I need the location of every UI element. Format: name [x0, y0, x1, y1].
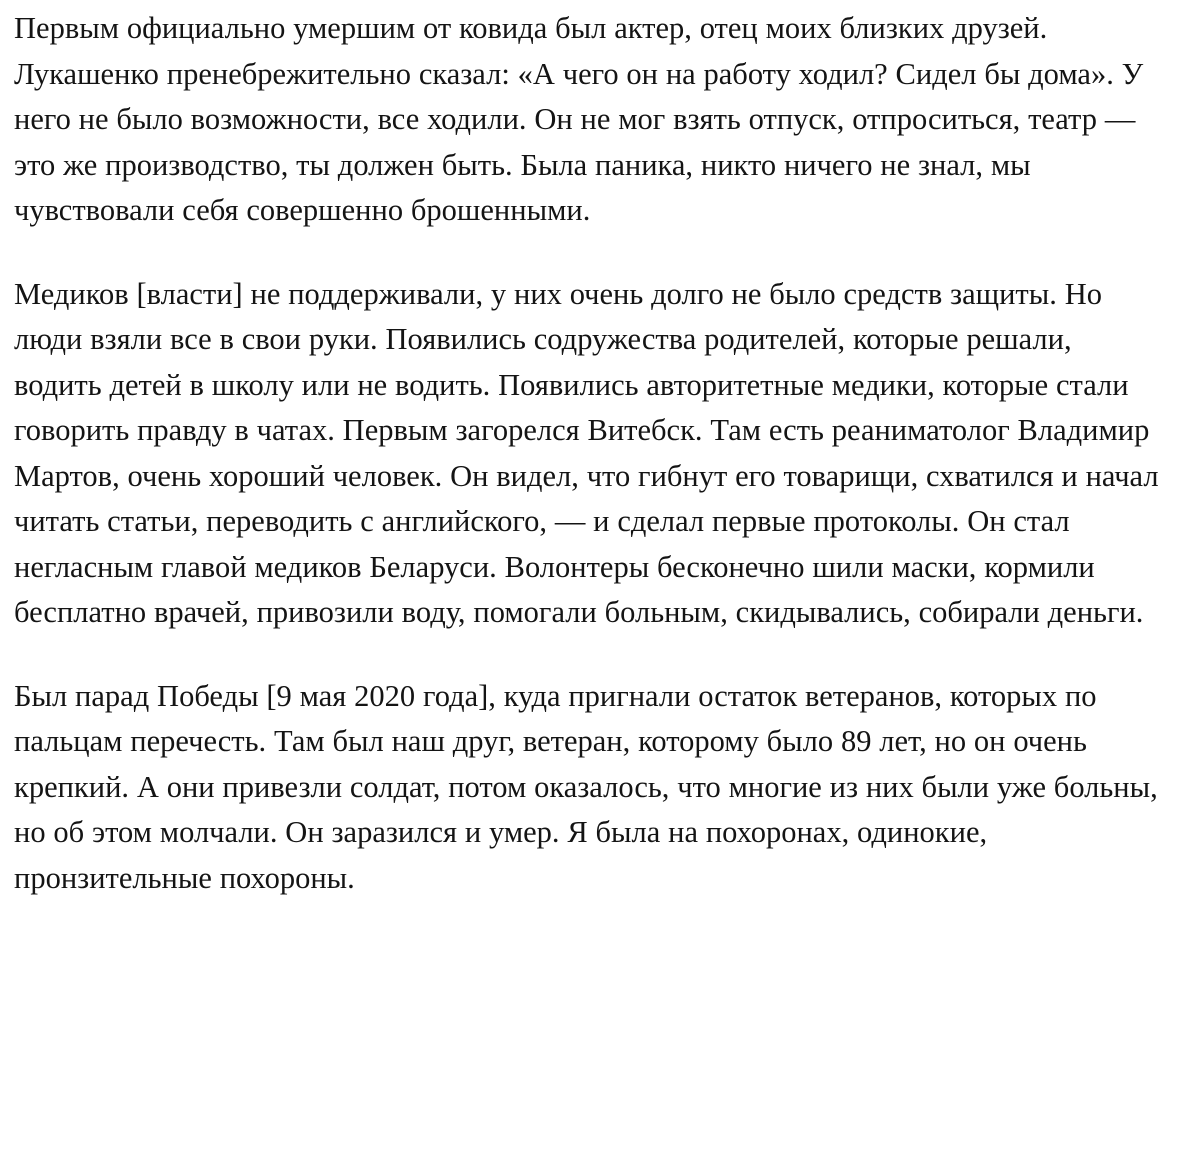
- article-body: [14, 6, 1166, 901]
- paragraph-3: Был парад Победы [9 мая 2020 года], куда пригнали остаток ветеранов, которых по пальцам перечесть. Там был наш друг, ветеран, которому было 89 лет, но он очень крепкий. А они привезли солдат, потом оказалось, что многие из них были уже больны, но об этом молчали. Он заразился и умер. Я была на похоронах, одинокие, пронзительные похороны.: [14, 678, 1158, 895]
- paragraph-2: Медиков [власти] не поддерживали, у них очень долго не было средств защиты. Но люди взяли все в свои руки. Появились содружества родителей, которые решали, водить детей в школу или не водить. Появились авторитетные медики, которые стали говорить правду в чатах. Первым загорелся Витебск. Там есть реаниматолог Владимир Мартов, очень хороший человек. Он видел, что гибнут его товарищи, схватился и начал читать статьи, переводить с английского, — и сделал первые протоколы. Он стал негласным главой медиков Беларуси. Волонтеры бесконечно шили маски, кормили бесплатно врачей, привозили воду, помогали больным, скидывались, собирали деньги.: [14, 276, 1159, 629]
- paragraph-1: Первым официально умершим от ковида был актер, отец моих близких друзей. Лукашенко пренебрежительно сказал: «А чего он на работу ходил? Сидел бы дома». У него не было возможности, все ходили. Он не мог взять отпуск, отпроситься, театр — это же производство, ты должен быть. Была паника, никто ничего не знал, мы чувствовали себя совершенно брошенными.: [14, 11, 1144, 227]
